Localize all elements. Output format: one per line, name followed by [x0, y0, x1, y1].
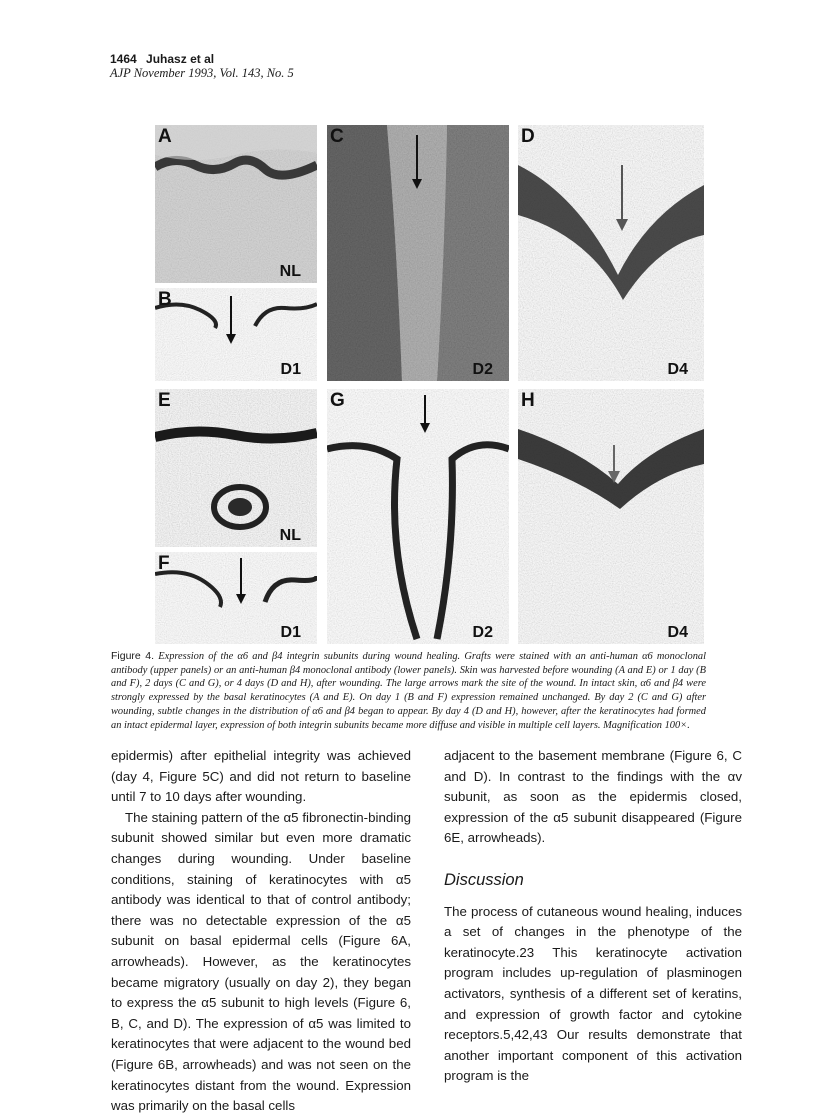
- panel-timepoint: D1: [280, 624, 301, 641]
- micrograph-d: [518, 125, 704, 381]
- header-authors: Juhasz et al: [146, 52, 215, 66]
- paragraph: The staining pattern of the α5 fibronectin-binding subunit showed similar but even more dramatic changes during wounding. Under baseline conditions, staining of keratinocytes with α5 antibody was identical to that of control antibody; there was no detectable expression of the α5 subunit on basal epidermal cells (Figure 6A, arrowheads). However, as the keratinocytes became migratory (usually on day 2), they began to express the α5 subunit to high levels (Figure 6, B, C, and D). The expression of α5 was limited to keratinocytes that were adjacent to the wound bed (Figure 6B, arrowheads) and was not seen on the keratinocytes distant from the wound. Expression was primarily on the basal cells: [111, 809, 411, 1114]
- paragraph: The process of cutaneous wound healing, induces a set of changes in the phenotype of the keratinocyte.23 This keratinocyte activation program includes up-regulation of plasminogen activators, synthesis of a different set of keratins, and expression of growth factor and cytokine receptors.5,42,43 Our results demonstrate that another important component of this activation program is the: [444, 903, 742, 1084]
- panel-timepoint: D2: [472, 361, 493, 378]
- figure-caption: [111, 650, 706, 732]
- panel-timepoint: D2: [472, 624, 493, 641]
- figure-panel-g: [327, 389, 509, 644]
- figure-panel-h: [518, 389, 704, 644]
- paragraph: adjacent to the basement membrane (Figure 6, C and D). In contrast to the findings with the αv subunit, as soon as the epidermis closed, expression of the α5 subunit disappeared (Figure 6E, arrowheads).: [444, 748, 742, 846]
- page-number: 1464: [110, 52, 137, 66]
- section-heading: Discussion: [444, 870, 524, 889]
- paragraph: epidermis) after epithelial integrity was achieved (day 4, Figure 5C) and did not return to baseline until 7 to 10 days after wounding.: [111, 748, 411, 805]
- micrograph-e: [155, 389, 317, 547]
- figure-panel-f: [155, 552, 317, 644]
- journal-citation: AJP November 1993, Vol. 143, No. 5: [110, 66, 294, 80]
- panel-timepoint: D4: [667, 624, 688, 641]
- micrograph-h: [518, 389, 704, 644]
- micrograph-g: [327, 389, 509, 644]
- figure-panel-b: [155, 288, 317, 381]
- figure-panel-a: [155, 125, 317, 283]
- panel-letter: C: [330, 126, 344, 147]
- text-column-right: [444, 746, 742, 1087]
- caption-label: Figure 4.: [111, 650, 155, 662]
- figure-panel-d: [518, 125, 704, 381]
- micrograph-a: [155, 125, 317, 283]
- panel-letter: E: [158, 390, 171, 411]
- panel-letter: H: [521, 390, 535, 411]
- panel-timepoint: NL: [279, 527, 301, 544]
- panel-timepoint: D1: [280, 361, 301, 378]
- panel-letter: A: [158, 126, 172, 147]
- panel-letter: D: [521, 126, 535, 147]
- panel-timepoint: D4: [667, 361, 688, 378]
- caption-text: Expression of the α6 and β4 integrin subunits during wound healing. Grafts were stained with an anti-human α6 monoclonal antibody (upper panels) or an anti-human β4 monoclonal antibody (lower panels). Skin was harvested before wounding (A and E) or 1 day (B and F), 2 days (C and G), or 4 days (D and H), after wounding. The large arrows mark the site of the wound. In intact skin, α6 and β4 were strongly expressed by the basal keratinocytes (A and E). On day 1 (B and F) expression remained unchanged. By day 2 (C and G) after wounding, subtle changes in the distribution of α6 and β4 began to appear. By day 4 (D and H), however, after the keratinocytes had formed an intact epidermal layer, expression of both integrin subunits became more diffuse and visible in multiple cell layers. Magnification 100×.: [111, 651, 706, 731]
- text-column-left: [111, 746, 411, 1117]
- micrograph-c: [327, 125, 509, 381]
- running-header: [110, 53, 294, 80]
- figure-panel-e: [155, 389, 317, 547]
- figure-panel-c: [327, 125, 509, 381]
- panel-letter: B: [158, 289, 172, 310]
- panel-timepoint: NL: [279, 263, 301, 280]
- panel-letter: F: [158, 553, 170, 574]
- panel-letter: G: [330, 390, 345, 411]
